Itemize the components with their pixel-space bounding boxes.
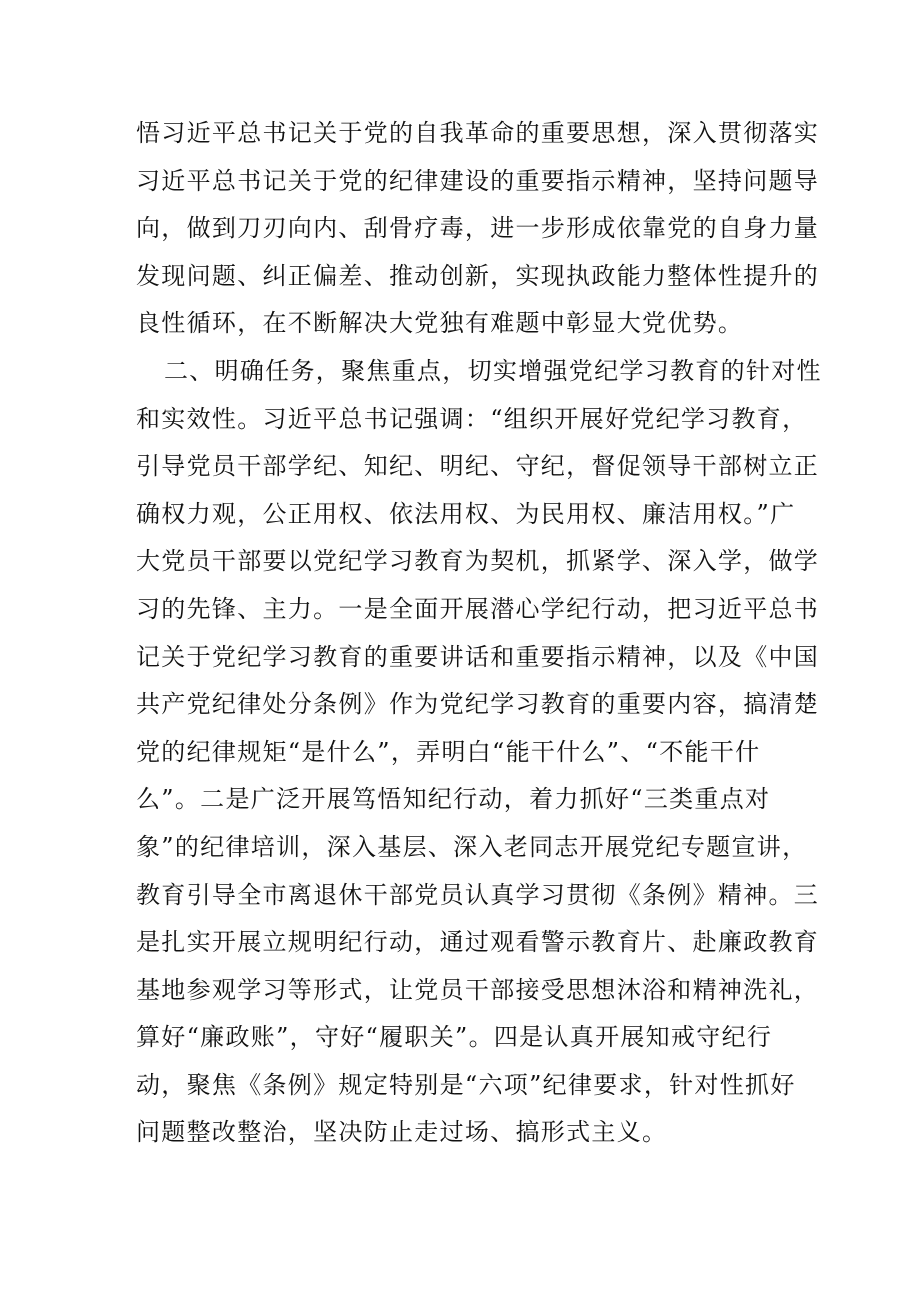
text-line: 和实效性。习近平总书记强调：“组织开展好党纪学习教育， bbox=[136, 404, 808, 433]
text-line: 发现问题、纠正偏差、推动创新，实现执政能力整体性提升的 bbox=[136, 261, 820, 290]
text-line: 教育引导全市离退休干部党员认真学习贯彻《条例》精神。三 bbox=[136, 880, 820, 909]
text-line: 象”的纪律培训，深入基层、深入老同志开展党纪专题宣讲， bbox=[136, 832, 808, 861]
text-line: 是扎实开展立规明纪行动，通过观看警示教育片、赴廉政教育 bbox=[136, 928, 820, 957]
text-line: 良性循环，在不断解决大党独有难题中彰显大党优势。 bbox=[136, 309, 744, 338]
text-line: 悟习近平总书记关于党的自我革命的重要思想，深入贯彻落实 bbox=[136, 119, 820, 147]
text-line: 么”。二是广泛开展笃悟知纪行动，着力抓好“三类重点对 bbox=[136, 785, 771, 814]
text-line: 大党员干部要以党纪学习教育为契机，抓紧学、深入学，做学 bbox=[136, 547, 820, 576]
text-line: 习的先锋、主力。一是全面开展潜心学纪行动，把习近平总书 bbox=[136, 594, 820, 623]
document-body bbox=[136, 110, 822, 1157]
text-line: 引导党员干部学纪、知纪、明纪、守纪，督促领导干部树立正 bbox=[136, 452, 820, 481]
text-line: 党的纪律规矩“是什么”，弄明白“能干什么”、“不能干什 bbox=[136, 737, 761, 766]
text-line: 确权力观，公正用权、依法用权、为民用权、廉洁用权。”广 bbox=[136, 499, 796, 528]
text-line: 算好“廉政账”，守好“履职关”。四是认真开展知戒守纪行 bbox=[136, 1023, 773, 1052]
text-line: 基地参观学习等形式，让党员干部接受思想沐浴和精神洗礼， bbox=[136, 975, 820, 1004]
text-line: 向，做到刀刃向内、刮骨疗毒，进一步形成依靠党的自身力量 bbox=[136, 214, 820, 243]
text-line: 记关于党纪学习教育的重要讲话和重要指示精神，以及《中国 bbox=[136, 642, 820, 671]
text-line: 问题整改整治，坚决防止走过场、搞形式主义。 bbox=[136, 1118, 668, 1147]
section-heading-line: 二、明确任务，聚焦重点，切实增强党纪学习教育的针对性 bbox=[164, 356, 822, 385]
text-line: 习近平总书记关于党的纪律建设的重要指示精神，坚持问题导 bbox=[136, 166, 820, 195]
text-line: 动，聚焦《条例》规定特别是“六项”纪律要求，针对性抓好 bbox=[136, 1070, 796, 1099]
text-line: 共产党纪律处分条例》作为党纪学习教育的重要内容，搞清楚 bbox=[136, 690, 820, 719]
